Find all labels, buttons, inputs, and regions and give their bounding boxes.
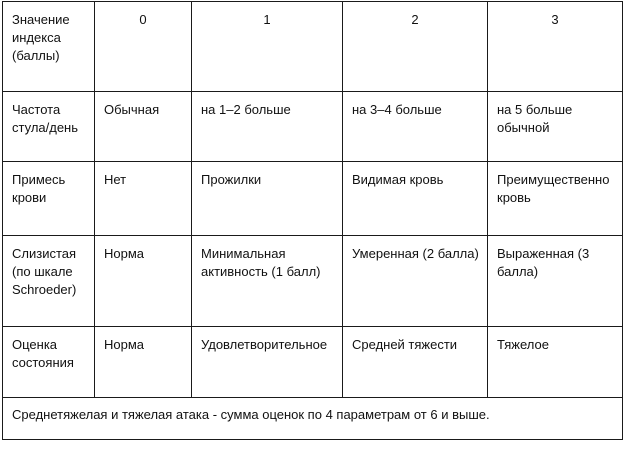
row-label-condition: Оценка состояния (3, 327, 95, 398)
table-cell: Обычная (95, 92, 192, 162)
disease-activity-index-table (2, 1, 623, 440)
table-cell: Норма (95, 236, 192, 327)
table-cell: Прожилки (192, 162, 343, 236)
row-label-stool-frequency: Частота стула/день (3, 92, 95, 162)
table-cell: Выраженная (3 балла) (488, 236, 623, 327)
table-cell: на 5 больше обычной (488, 92, 623, 162)
table-cell: Видимая кровь (343, 162, 488, 236)
header-label-cell: Значение индекса (баллы) (3, 2, 95, 92)
row-label-mucosa: Слизистая (по шкале Schroeder) (3, 236, 95, 327)
table-cell: Минимальная активность (1 балл) (192, 236, 343, 327)
score-header-0: 0 (95, 2, 192, 92)
table-cell: Норма (95, 327, 192, 398)
table-cell: Нет (95, 162, 192, 236)
table-row (3, 162, 623, 236)
table-cell: Преимущественно кровь (488, 162, 623, 236)
score-header-3: 3 (488, 2, 623, 92)
table-header-row (3, 2, 623, 92)
table-cell: Тяжелое (488, 327, 623, 398)
score-header-2: 2 (343, 2, 488, 92)
score-header-1: 1 (192, 2, 343, 92)
table-cell: на 1–2 больше (192, 92, 343, 162)
footer-note: Среднетяжелая и тяжелая атака - сумма оценок по 4 параметрам от 6 и выше. (3, 398, 623, 440)
table-row (3, 236, 623, 327)
table-footer-row (3, 398, 623, 440)
table-row (3, 92, 623, 162)
row-label-blood: Примесь крови (3, 162, 95, 236)
table-row (3, 327, 623, 398)
table-cell: Удовлетворительное (192, 327, 343, 398)
table-cell: Умеренная (2 балла) (343, 236, 488, 327)
table-cell: на 3–4 больше (343, 92, 488, 162)
table-cell: Средней тяжести (343, 327, 488, 398)
